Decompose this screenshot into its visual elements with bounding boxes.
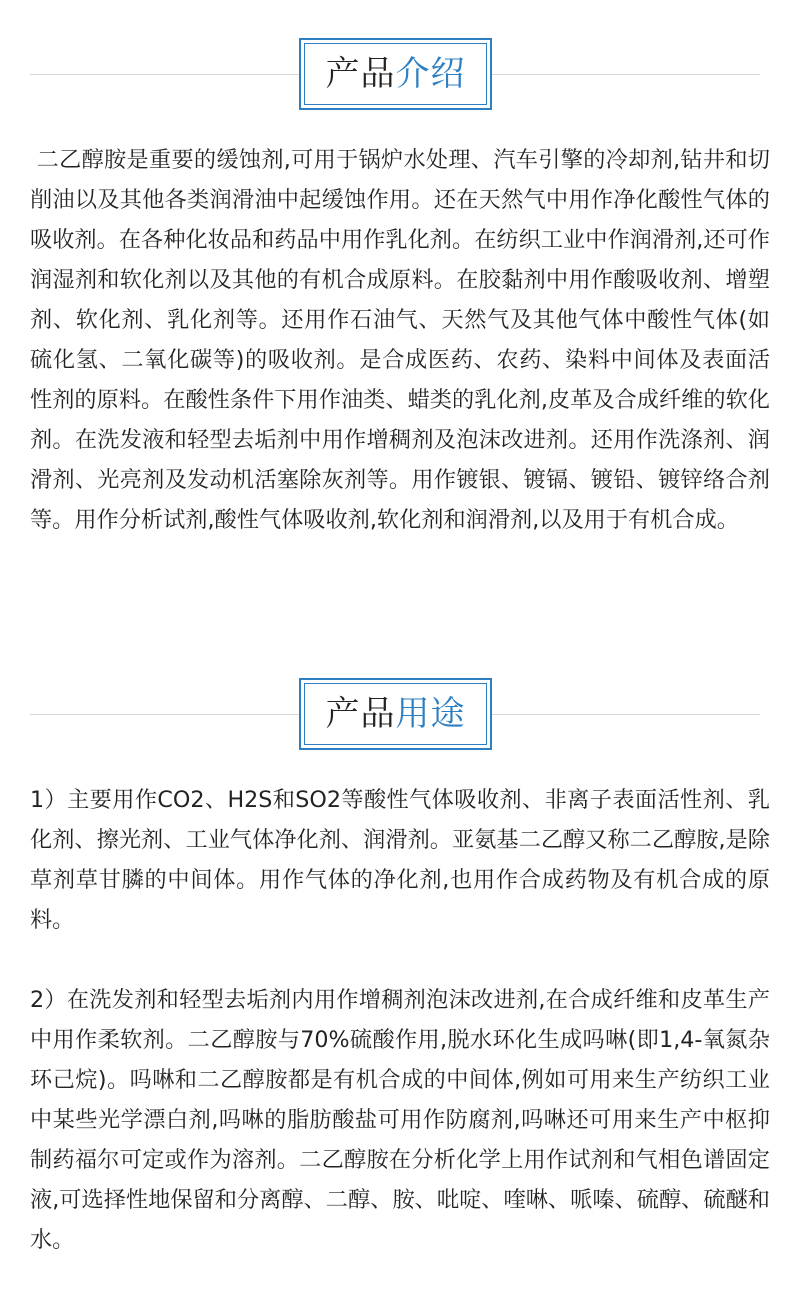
intro-paragraph: 二乙醇胺是重要的缓蚀剂,可用于锅炉水处理、汽车引擎的冷却剂,钻井和切削油以及其他各类润滑油中起缓蚀作用。还在天然气中用作净化酸性气体的吸收剂。在各种化妆品和药品中用作乳化剂。在纺织工业中作润滑剂,还可作润湿剂和软化剂以及其他的有机合成原料。在胶黏剂中用作酸吸收剂、增塑剂、软化剂、乳化剂等。还用作石油气、天然气及其他气体中酸性气体(如硫化氢、二氧化碳等)的吸收剂。是合成医药、农药、染料中间体及表面活性剂的原料。在酸性条件下用作油类、蜡类的乳化剂,皮革及合成纤维的软化剂。在洗发液和轻型去垢剂中用作增稠剂及泡沫改进剂。还用作洗涤剂、润滑剂、光亮剂及发动机活塞除灰剂等。用作镀银、镀镉、镀铅、镀锌络合剂等。用作分析试剂,酸性气体吸收剂,软化剂和润滑剂,以及用于有机合成。 xyxy=(30,147,770,533)
intro-title-box xyxy=(299,38,492,110)
uses-item-2: 2）在洗发剂和轻型去垢剂内用作增稠剂泡沫改进剂,在合成纤维和皮革生产中用作柔软剂。二乙醇胺与70%硫酸作用,脱水环化生成吗啉(即1,4-氧氮杂环己烷)。吗啉和二乙醇胺都是有机合成的中间体,例如可用来生产纺织工业中某些光学漂白剂,吗啉的脂肪酸盐可用作防腐剂,吗啉还可用来生产中枢抑制药福尔可定或作为溶剂。二乙醇胺在分析化学上用作试剂和气相色谱固定液,可选择性地保留和分离醇、二醇、胺、吡啶、喹啉、哌嗪、硫醇、硫醚和水。 xyxy=(30,987,770,1253)
intro-title-dark: 产品 xyxy=(325,54,396,94)
uses-title-dark: 产品 xyxy=(325,694,396,734)
intro-title-accent: 介绍 xyxy=(395,54,466,94)
uses-title-accent: 用途 xyxy=(395,694,466,734)
intro-title xyxy=(304,43,487,105)
uses-item-1: 1）主要用作CO2、H2S和SO2等酸性气体吸收剂、非离子表面活性剂、乳化剂、擦光剂、工业气体净化剂、润滑剂。亚氨基二乙醇又称二乙醇胺,是除草剂草甘膦的中间体。用作气体的净化剂,也用作合成药物及有机合成的原料。 xyxy=(30,787,770,933)
uses-title-row xyxy=(0,678,790,750)
uses-title-box xyxy=(299,678,492,750)
uses-title xyxy=(304,683,487,745)
intro-title-row xyxy=(0,38,790,110)
